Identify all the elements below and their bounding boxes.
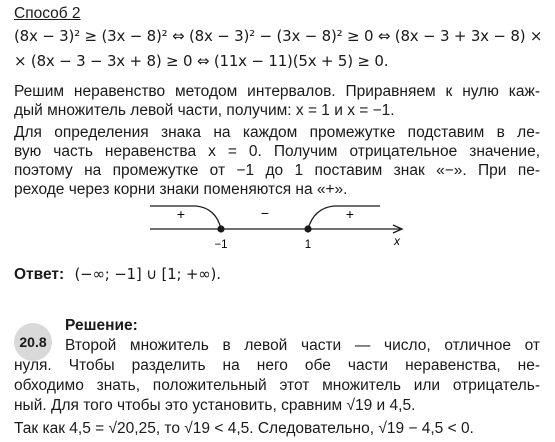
label-minus-one: −1 — [214, 239, 228, 251]
sign-right: + — [345, 206, 355, 222]
sign-middle: − — [260, 205, 270, 221]
right-sign-arc — [308, 206, 380, 229]
solution-line-4: ный. Для того чтобы это установить, сравним √19 и 4,5. — [14, 397, 416, 414]
paragraph-2-line-1: Для определения знака на каждом промежутке подставим в ле- — [14, 124, 540, 141]
paragraph-1-line-1: Решим неравенство методом интервалов. Приравняем к нулю каж- — [14, 83, 540, 100]
point-one — [304, 225, 311, 232]
solution-line-2: нуля. Чтобы разделить на него обе части неравенства, не- — [14, 357, 540, 374]
axis-label: x — [394, 234, 400, 248]
paragraph-2-line-4: реходе через корни знаки поменяются на «+». — [14, 181, 348, 198]
left-sign-arc — [150, 206, 221, 229]
label-one: 1 — [304, 239, 312, 251]
method-heading: Способ 2 — [14, 5, 81, 22]
solution-last-line: Так как 4,5 = √20,25, то √19 < 4,5. Следовательно, √19 − 4,5 < 0. — [14, 420, 474, 437]
solution-title: Решение: — [65, 317, 138, 334]
solution-line-3: обходимо знать, положительный этот множитель или отрицатель- — [14, 377, 540, 394]
paragraph-2-line-2: вую часть неравенства x = 0. Получим отрицательное значение, — [14, 143, 540, 160]
problem-number-badge: 20.8 — [14, 323, 52, 361]
equation-line-2: × (8x − 3 − 3x + 8) ≥ 0 ⇔ (11x − 11)(5x + 5) ≥ 0. — [14, 52, 389, 70]
number-line-diagram — [0, 196, 555, 256]
answer-value: (−∞; −1] ∪ [1; +∞). — [74, 265, 221, 283]
paragraph-2-line-3: поэтому на промежутке от −1 до 1 поставим знак «−». При пе- — [14, 162, 540, 179]
answer-label: Ответ: — [14, 266, 65, 283]
sign-left: + — [176, 206, 186, 222]
solution-line-1: Второй множитель в левой части — число, отличное от — [65, 337, 540, 354]
equation-line-1: (8x − 3)² ≥ (3x − 8)² ⇔ (8x − 3)² − (3x − 8)² ≥ 0 ⇔ (8x − 3 + 3x − 8) × — [14, 27, 543, 45]
answer-line — [14, 265, 221, 284]
point-minus-one — [217, 225, 224, 232]
paragraph-1-line-2: дый множитель левой части, получим: x = 1 и x = −1. — [14, 102, 395, 119]
